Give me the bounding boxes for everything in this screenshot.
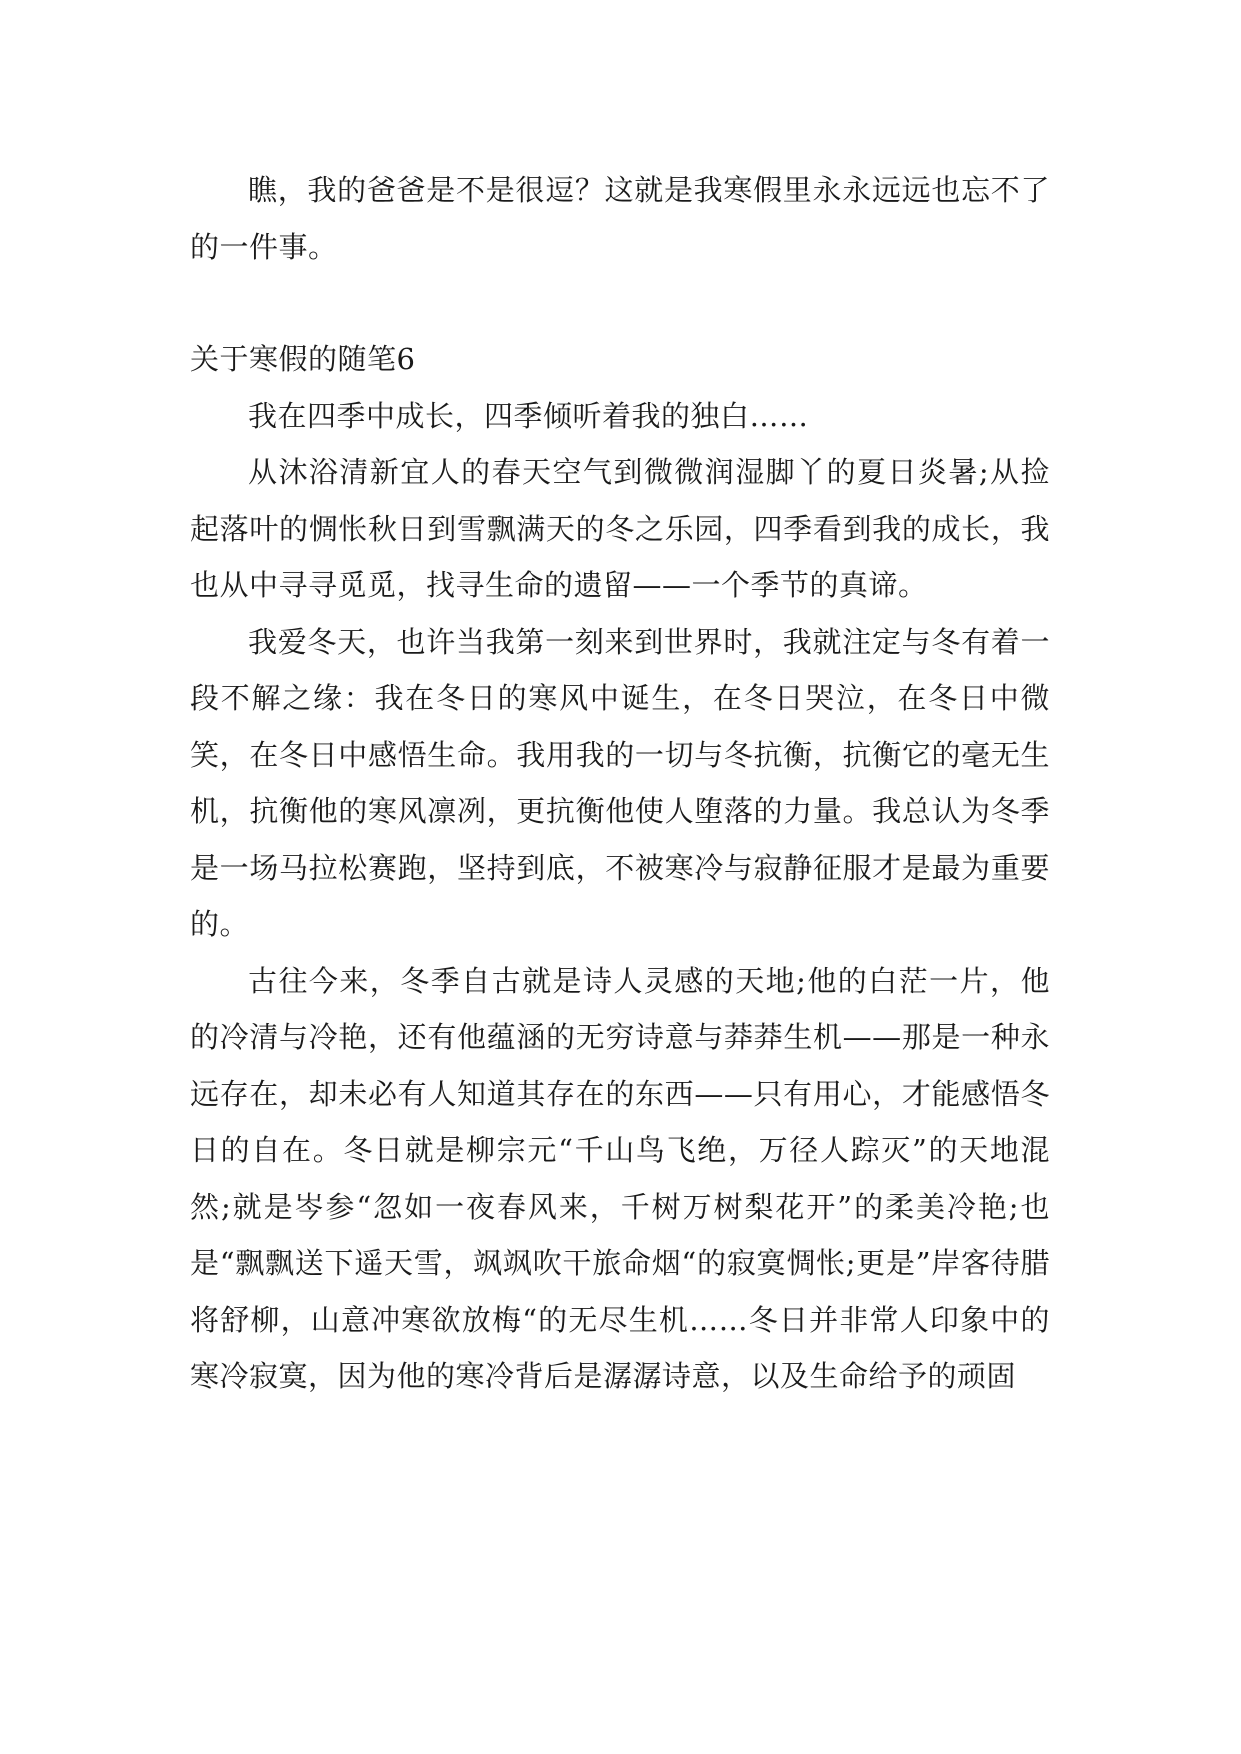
paragraph-3: 我爱冬天，也许当我第一刻来到世界时，我就注定与冬有着一段不解之缘：我在冬日的寒风中诞生，在冬日哭泣，在冬日中微笑，在冬日中感悟生命。我用我的一切与冬抗衡，抗衡它的毫无生机，抗衡他的寒风凛冽，更抗衡他使人堕落的力量。我总认为冬季是一场马拉松赛跑，坚持到底，不被寒冷与寂静征服才是最为重要的。 bbox=[190, 624, 1050, 941]
paragraph-2: 从沐浴清新宜人的春天空气到微微润湿脚丫的夏日炎暑;从捡起落叶的惆怅秋日到雪飘满天的冬之乐园，四季看到我的成长，我也从中寻寻觅觅，找寻生命的遗留——一个季节的真谛。 bbox=[190, 455, 1050, 602]
section-title: 关于寒假的随笔6 bbox=[190, 342, 416, 376]
intro-paragraph: 瞧，我的爸爸是不是很逗？这就是我寒假里永永远远也忘不了的一件事。 bbox=[190, 173, 1050, 264]
paragraph-1: 我在四季中成长，四季倾听着我的独白…… bbox=[248, 398, 809, 433]
document-body bbox=[190, 162, 1050, 1405]
paragraph-4: 古往今来，冬季自古就是诗人灵感的天地;他的白茫一片，他的冷清与冷艳，还有他蕴涵的无穷诗意与莽莽生机——那是一种永远存在，却未必有人知道其存在的东西——只有用心，才能感悟冬日的自在。冬日就是柳宗元“千山鸟飞绝，万径人踪灭”的天地混然;就是岑参“忽如一夜春风来，千树万树梨花开”的柔美冷艳;也是“飘飘送下遥天雪，飒飒吹干旅命烟“的寂寞惆怅;更是”岸客待腊将舒柳，山意冲寒欲放梅“的无尽生机……冬日并非常人印象中的寒冷寂寞，因为他的寒冷背后是潺潺诗意，以及生命给予的顽固 bbox=[190, 963, 1050, 1393]
